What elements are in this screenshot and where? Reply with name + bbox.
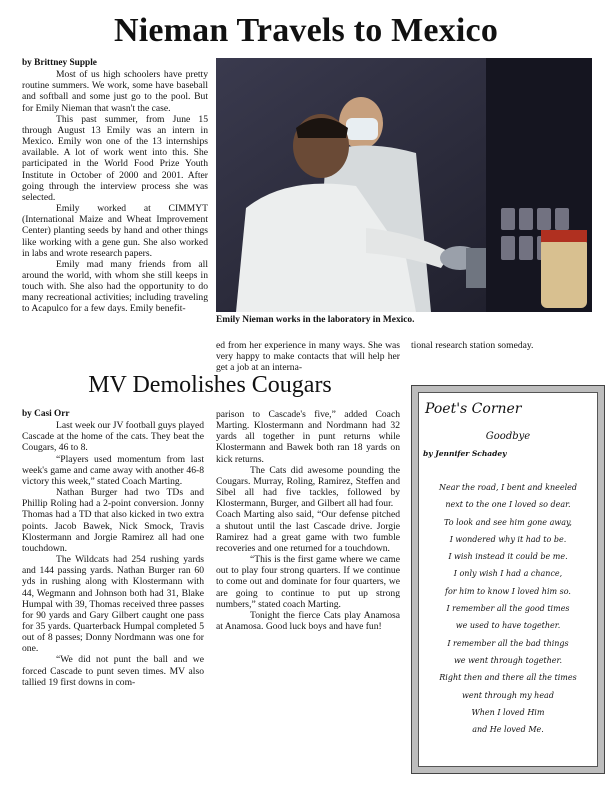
poem-line: we went through together. bbox=[453, 655, 563, 665]
paragraph: “Players used momentum from last week's game and came away with another 46-8 victory this week,” stated Coach Marting. bbox=[22, 453, 204, 487]
poem-line: for him to know I loved him so. bbox=[445, 586, 571, 596]
story1-column-2 bbox=[216, 340, 400, 373]
headline-mv-demolishes: MV Demolishes Cougars bbox=[88, 372, 332, 398]
byline: by Casi Orr bbox=[22, 409, 70, 419]
poem-line: I wish instead it could be me. bbox=[448, 552, 568, 562]
paragraph: parison to Cascade's five,” added Coach Marting. Klostermann and Nordmann had 32 yards all together in punt returns while Klostermann and Bawek both ran 18 yards on kick returns. bbox=[216, 409, 400, 465]
paragraph: The Cats did awesome pounding the Cougars. Murray, Roling, Ramirez, Steffen and Sibel all had five tackles, followed by Klostermann, Burger, and Gilbert all had four. bbox=[216, 464, 400, 510]
headline-nieman: Nieman Travels to Mexico bbox=[113, 12, 499, 49]
poets-corner-box bbox=[411, 385, 605, 774]
paragraph: ed from her experience in many ways. She was very happy to make contacts that will help her get a job at an interna- bbox=[216, 340, 400, 374]
poem-lines bbox=[419, 479, 597, 738]
paragraph: Coach Marting also said, “Our defense pitched a shutout until the last Cascade drive. Jorgie Ramirez had a great game with two fumble recoveries and one returned for a touchdown. bbox=[216, 509, 400, 554]
byline: by Brittney Supple bbox=[22, 58, 97, 68]
poem-line: I wondered why it had to be. bbox=[449, 534, 567, 544]
story1-column-1 bbox=[22, 58, 208, 315]
story2-column-1 bbox=[22, 409, 204, 688]
poem-title: Goodbye bbox=[485, 431, 531, 442]
paragraph: “We did not punt the ball and we forced Cascade to punt seven times. MV also tallied 19 first downs in com- bbox=[22, 654, 204, 688]
story1-column-3 bbox=[411, 340, 595, 351]
poets-corner-inner bbox=[418, 392, 598, 767]
lab-photo bbox=[216, 58, 592, 312]
poem-line: I only wish I had a chance, bbox=[453, 569, 563, 579]
paragraph: Most of us high schoolers have pretty routine summers. We work, some have baseball and softball and some just go to the pool. But for Emily Nieman that wasn't the case. bbox=[22, 69, 208, 114]
paragraph: The Wildcats had 254 rushing yards and 144 passing yards. Nathan Burger ran 60 yds in rushing along with Klostermann with 44, Wegmann and Johnson both had 31, Blake Humpal with 39, Thomas received three passes for 90 yards and Gary Gilbert caught one pass for 35 yards. Quarterback Humpal completed 5 out of 8 passes; Donny Nordmann was one for one. bbox=[22, 554, 204, 655]
poem-line: I remember all the bad things bbox=[447, 638, 569, 648]
paragraph: Tonight the fierce Cats play Anamosa at Anamosa. Good luck boys and have fun! bbox=[216, 609, 400, 632]
paragraph: “This is the first game where we came out to play four strong quarters. If we continue to come out and dominate for four quarters, we are going to continue to put up strong numbers,” stated coach Marting. bbox=[216, 554, 400, 610]
paragraph: This past summer, from June 15 through August 13 Emily was an intern in Mexico. Emily won one of the 13 internships available. A lot of work went into this. She participated in the World Food Prize Youth Institute in October of 2000 and 2001. After going through the interview process she was selected. bbox=[22, 113, 208, 203]
paragraph: Last week our JV football guys played Cascade at the home of the cats. They beat the Cougars, 46 to 8. bbox=[22, 420, 204, 454]
poem-line: Near the road, I bent and kneeled bbox=[438, 483, 578, 492]
paragraph: Emily worked at CIMMYT (International Maize and Wheat Improvement Center) planting seeds by hand and other things like working with a gene gun. She also worked in labs and wrote research papers. bbox=[22, 203, 208, 259]
story2-column-2 bbox=[216, 409, 400, 632]
poem-line: and He loved Me. bbox=[472, 725, 544, 735]
poets-corner-heading: Poet's Corner bbox=[425, 401, 522, 417]
paragraph: Nathan Burger had two TDs and Phillip Roling had a 2-point conversion. Jonny Thomas had a TD that also kicked in two extra points. Jacob Bawek, Nick Smock, Travis Klostermann and Jorgie Ramirez all had one touchdown. bbox=[22, 487, 204, 554]
poem-line: I remember all the good times bbox=[446, 604, 570, 614]
paragraph: tional research station someday. bbox=[411, 340, 534, 351]
poem-line: next to the one I loved so dear. bbox=[445, 500, 571, 510]
poem-line: Right then and there all the times bbox=[439, 673, 577, 683]
poem-line: When I loved Him bbox=[471, 707, 545, 717]
poem-line: went through my head bbox=[462, 690, 554, 700]
poem-line: we used to have together. bbox=[455, 621, 561, 631]
paragraph: Emily mad many friends from all around the world, with whom she still keeps in touch with. She also had the opportunity to do many recreational activities; including traveling to Acapulco for a few days. Emily benefit- bbox=[22, 258, 208, 315]
poem-line: To look and see him gone away, bbox=[444, 517, 572, 527]
poem-byline: by Jennifer Schadey bbox=[423, 449, 507, 458]
photo-caption: Emily Nieman works in the laboratory in Mexico. bbox=[216, 315, 415, 325]
